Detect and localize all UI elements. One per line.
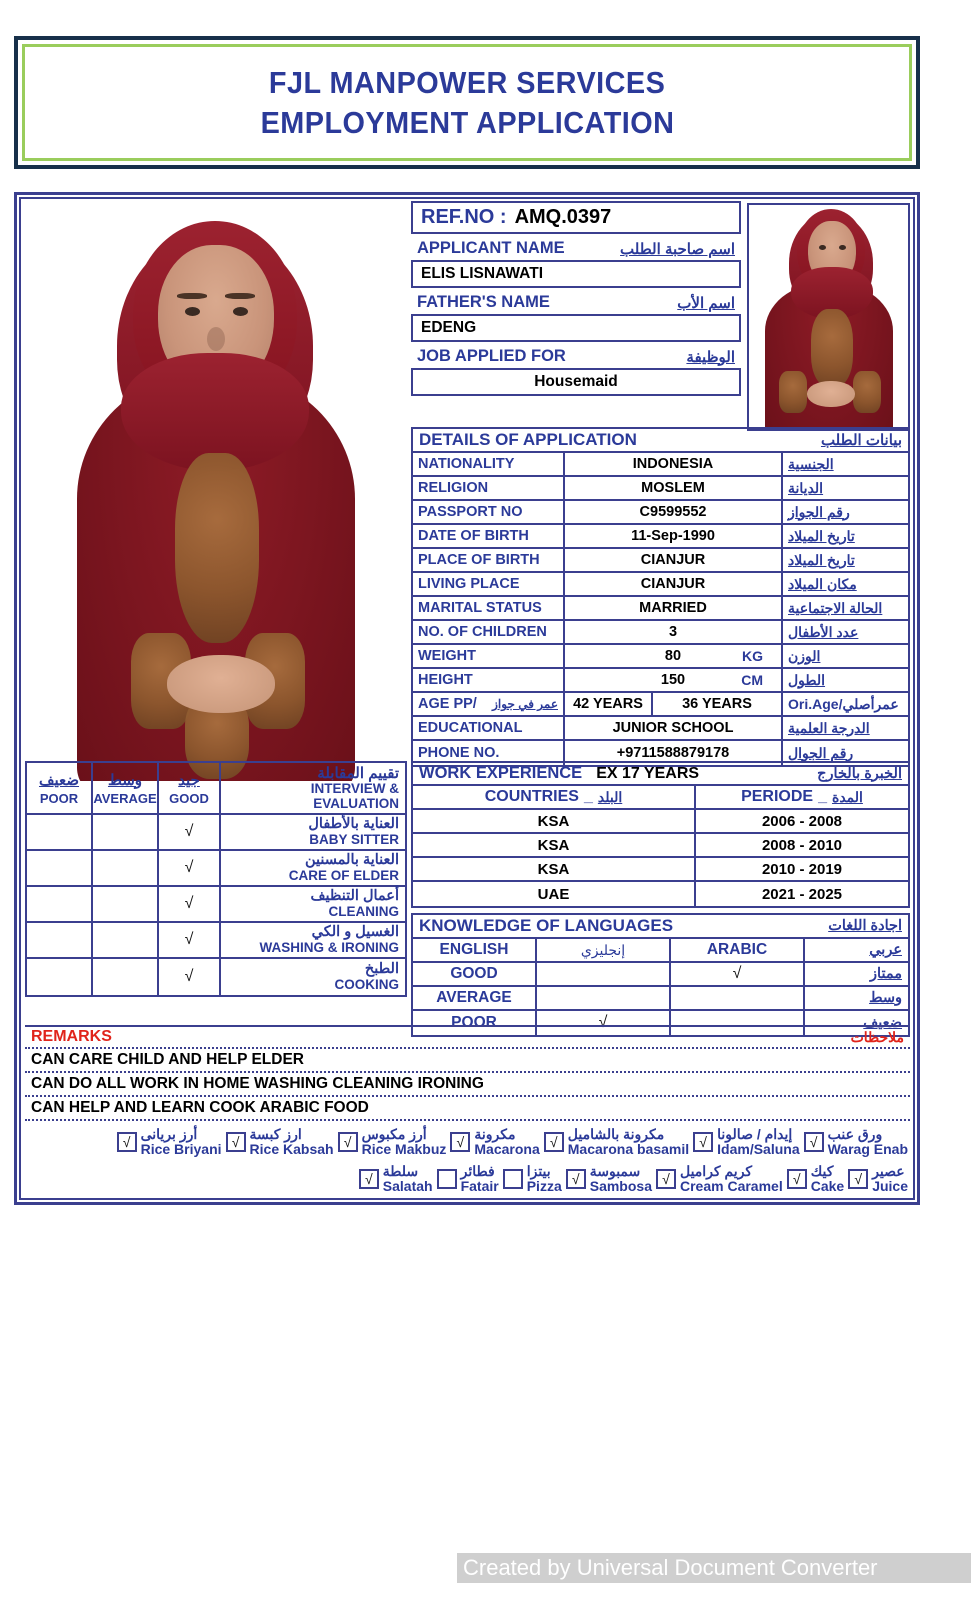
applicant-passport-photo [747,203,910,431]
application-inner-frame [19,197,915,1200]
food-label-ar: ارز كبسة [249,1126,302,1143]
english-good-checkmark[interactable] [537,963,671,985]
food-label-en: Salatah [382,1177,433,1194]
job-applied-label: JOB APPLIED FOR [417,347,566,365]
table-row [413,525,908,549]
weight-label-arabic: الوزن [788,647,821,664]
height-label-arabic: الطول [788,671,826,688]
age-label-cell [413,693,565,715]
living-place-value: CIANJUR [565,573,783,595]
work-period: 2010 - 2019 [761,860,843,878]
no-of-children-label-arabic: عدد الأطفال [788,623,859,640]
food-item-idam-saluna[interactable] [691,1123,801,1160]
job-applied-value: Housemaid [411,368,741,396]
evaluation-title [221,763,405,813]
table-row [413,669,908,693]
food-item-juice[interactable] [846,1160,910,1197]
food-item-rice-briyani[interactable] [115,1123,224,1160]
place-of-birth-value: CIANJUR [565,549,783,571]
evaluation-title-ar: تقييم المقابلة [317,765,399,783]
educational-label-arabic: الدرجة العلمية [788,719,870,736]
portrait-graphic [25,203,407,781]
marital-status-label-arabic: الحالة الاجتماعية [788,599,883,616]
checkbox-icon[interactable]: √ [656,1169,676,1189]
applicant-name-label-row [411,237,741,260]
table-row [413,501,908,525]
food-label-en: Warag Enab [827,1140,908,1157]
work-experience-header [413,763,908,786]
average-header-en: AVERAGE [93,790,157,806]
work-period: 2008 - 2010 [761,836,843,854]
food-item-pizza[interactable] [501,1160,564,1197]
good-header-en: GOOD [169,790,209,806]
table-row [413,963,908,987]
food-label-en: Fatair [460,1177,499,1194]
checkbox-icon[interactable] [503,1169,523,1189]
cooking-label-en: COOKING [334,976,399,992]
work-country: KSA [413,858,696,880]
food-label-ar: عصير [872,1163,905,1180]
food-item-sambosa[interactable] [564,1160,654,1197]
work-country: KSA [413,810,696,832]
baby-sitter-label-en: BABY SITTER [309,831,399,847]
language-level-poor-arabic: ضعيف [863,1015,902,1031]
food-label-ar: كيك [810,1163,834,1180]
baby-sitter-label-ar: العناية بالأطفال [308,815,399,832]
table-row [413,693,908,717]
english-column-header-arabic: إنجليزي [537,939,671,961]
fathers-name-label: FATHER'S NAME [417,293,550,311]
checkbox-icon[interactable]: √ [338,1132,358,1152]
height-value: 150 [660,672,686,688]
fathers-name-label-row [411,291,741,314]
table-row [413,453,908,477]
marital-status-value: MARRIED [565,597,783,619]
evaluation-title-en-1: INTERVIEW & [310,781,399,797]
food-label-ar: فطائر [460,1163,495,1180]
language-level-average-arabic: وسط [869,990,902,1006]
food-label-en: Macarona basamil [567,1140,690,1157]
food-item-cream-caramel[interactable] [654,1160,785,1197]
food-skills-section [25,1121,910,1197]
period-header-ar: المدة [831,788,863,805]
countries-header-sep: _ [583,788,593,805]
weight-value: 80 [664,648,682,664]
document-header [14,36,920,169]
period-header-sep: _ [818,788,827,805]
food-item-rice-makbuz[interactable] [336,1123,449,1160]
place-of-birth-label-arabic: تاريخ الميلاد [788,551,855,568]
document-title: EMPLOYMENT APPLICATION [260,104,674,140]
applicant-name-label-arabic: اسم صاحبة الطلب [620,240,735,258]
weight-unit: KG [742,648,763,664]
applicant-name-label: APPLICANT NAME [417,239,565,257]
work-period: 2006 - 2008 [761,812,843,830]
remark-line: CAN CARE CHILD AND HELP ELDER [25,1049,910,1073]
work-experience-table [411,761,910,908]
checkbox-icon[interactable]: √ [450,1132,470,1152]
care-of-elder-good[interactable]: √ [159,851,221,885]
food-label-ar: أرز بريانى [140,1126,198,1143]
food-label-ar: أرز مكبوس [361,1126,427,1143]
watermark: Created by Universal Document Converter [457,1553,971,1583]
food-item-salatah[interactable] [357,1160,435,1197]
checkbox-icon[interactable]: √ [787,1169,807,1189]
washing-ironing-average[interactable] [93,923,159,957]
checkbox-icon[interactable]: √ [226,1132,246,1152]
remarks-header [25,1025,910,1049]
table-row [27,923,405,959]
food-item-rice-kabsah[interactable] [224,1123,336,1160]
washing-ironing-good[interactable]: √ [159,923,221,957]
food-label-ar: بيتزا [526,1163,551,1180]
header-inner-frame [22,44,912,161]
checkbox-icon[interactable]: √ [117,1132,137,1152]
checkbox-icon[interactable] [437,1169,457,1189]
cooking-poor[interactable] [27,959,93,995]
good-column-header [159,763,221,813]
table-row [413,645,908,669]
table-row [413,549,908,573]
table-row [413,717,908,741]
countries-column-header [413,786,696,808]
application-body [14,192,920,1205]
job-applied-label-arabic: الوظيفة [686,348,735,366]
table-row [413,477,908,501]
baby-sitter-good[interactable]: √ [159,815,221,849]
languages-title-arabic: اجادة اللغات [828,918,902,934]
age-label: AGE PP/ [418,696,477,712]
washing-ironing-label-en: WASHING & IRONING [259,939,399,955]
food-label-ar: كريم كراميل [679,1163,753,1180]
religion-label: RELIGION [413,477,565,499]
date-of-birth-value: 11-Sep-1990 [565,525,783,547]
cleaning-label-ar: أعمال التنظيف [310,887,399,904]
food-label-en: Cream Caramel [679,1177,783,1194]
languages-title: KNOWLEDGE OF LANGUAGES [419,916,674,935]
ref-no-label: REF.NO : [421,206,507,228]
average-column-header [93,763,159,813]
living-place-label-arabic: مكان الميلاد [788,575,857,592]
evaluation-column-headers [27,763,405,815]
evaluation-title-en-2: EVALUATION [313,796,399,811]
work-experience-summary: EX 17 YEARS [596,764,700,782]
food-label-ar: سمبوسة [589,1163,641,1180]
food-item-cake[interactable] [785,1160,846,1197]
table-row [413,621,908,645]
phone-no-value: +9711588879178 [565,741,783,765]
place-of-birth-label: PLACE OF BIRTH [413,549,565,571]
food-label-en: Juice [872,1177,908,1194]
good-header-ar: جيد [178,771,200,789]
work-experience-title: WORK EXPERIENCE [419,764,583,782]
cleaning-average[interactable] [93,887,159,921]
checkbox-icon[interactable]: √ [693,1132,713,1152]
age-label-arabic: عمر في جواز [492,697,558,711]
nationality-label: NATIONALITY [413,453,565,475]
portrait-graphic-small [749,205,908,429]
arabic-column-header: ARABIC [671,939,805,961]
food-label-en: Rice Makbuz [361,1140,447,1157]
average-header-ar: وسط [107,771,143,789]
cleaning-label-en: CLEANING [328,903,399,919]
height-value-cell [565,669,783,691]
checkbox-icon[interactable]: √ [848,1169,868,1189]
age-row-arabic: عمرأصلي/Ori.Age [788,695,899,712]
work-country: UAE [413,882,696,906]
remarks-label-arabic: ملاحظات [850,1028,904,1045]
date-of-birth-label: DATE OF BIRTH [413,525,565,547]
language-level-good-arabic: ممتاز [870,966,902,982]
fathers-name-label-arabic: اسم الأب [677,294,735,312]
applicant-full-photo [25,203,407,781]
remarks-section [25,1025,910,1121]
original-age-value: 36 YEARS [653,693,783,715]
food-label-ar: ورق عنب [827,1126,883,1143]
marital-status-label: MARITAL STATUS [413,597,565,619]
food-label-ar: مكرونة بالشاميل [567,1126,665,1143]
passport-age-value: 42 YEARS [565,693,653,715]
countries-header-ar: البلد [597,788,623,805]
period-column-header [696,786,908,808]
care-of-elder-average[interactable] [93,851,159,885]
work-period: 2021 - 2025 [761,885,843,903]
phone-no-label: PHONE NO. [413,741,565,765]
care-of-elder-label-ar: العناية بالمسنين [304,851,399,868]
remark-line: CAN HELP AND LEARN COOK ARABIC FOOD [25,1097,910,1121]
ref-no-value: AMQ.0397 [514,206,612,228]
passport-no-value: C9599552 [565,501,783,523]
table-row [27,851,405,887]
details-title-arabic: بيانات الطلب [820,432,902,449]
cooking-good[interactable]: √ [159,959,221,995]
details-title: DETAILS OF APPLICATION [419,430,637,449]
weight-value-cell [565,645,783,667]
religion-label-arabic: الديانة [788,479,824,496]
cleaning-poor[interactable] [27,887,93,921]
job-applied-label-row [411,345,741,368]
identity-fields [411,201,741,399]
ref-no-field [411,201,741,234]
table-row [413,810,908,834]
table-row [413,882,908,906]
cooking-label [221,959,405,995]
baby-sitter-average[interactable] [93,815,159,849]
food-label-en: Macarona [474,1140,540,1157]
table-row [413,987,908,1011]
weight-label: WEIGHT [413,645,565,667]
table-row [27,887,405,923]
work-experience-title-arabic: الخبرة بالخارج [817,765,902,782]
work-country: KSA [413,834,696,856]
interview-evaluation-table [25,761,407,997]
cleaning-good[interactable]: √ [159,887,221,921]
food-row-1 [25,1123,910,1160]
height-label: HEIGHT [413,669,565,691]
food-item-fatair[interactable] [435,1160,501,1197]
checkbox-icon[interactable]: √ [804,1132,824,1152]
educational-value: JUNIOR SCHOOL [565,717,783,739]
work-experience-column-headers [413,786,908,810]
checkbox-icon[interactable]: √ [359,1169,379,1189]
language-level-poor: POOR [413,1011,537,1035]
phone-no-label-arabic: رقم الجوال [788,744,854,761]
food-label-ar: إيدام / صالونا [717,1126,793,1143]
languages-column-headers [413,939,908,963]
washing-ironing-poor[interactable] [27,923,93,957]
arabic-good-checkmark[interactable]: √ [671,963,805,985]
food-label-ar: سلطة [382,1163,419,1180]
nationality-label-arabic: الجنسية [788,455,834,472]
details-of-application-table [411,427,910,767]
remark-line: CAN DO ALL WORK IN HOME WASHING CLEANING IRONING [25,1073,910,1097]
arabic-column-header-arabic: عربي [869,942,902,958]
passport-no-label-arabic: رقم الجواز [788,503,850,520]
table-row [27,959,405,995]
food-item-warag-enab[interactable] [802,1123,910,1160]
english-average-checkmark[interactable] [537,987,671,1009]
poor-column-header [27,763,93,813]
passport-no-label: PASSPORT NO [413,501,565,523]
poor-header-ar: ضعيف [38,771,80,789]
food-row-2 [25,1160,910,1197]
language-level-good: GOOD [413,963,537,985]
countries-header-en: COUNTRIES [484,788,579,805]
educational-label: EDUCATIONAL [413,717,565,739]
table-row [413,834,908,858]
checkbox-icon[interactable]: √ [566,1169,586,1189]
date-of-birth-label-arabic: تاريخ الميلاد [788,527,855,544]
applicant-name-value: ELIS LISNAWATI [411,260,741,288]
food-label-en: Rice Kabsah [249,1140,334,1157]
cleaning-label [221,887,405,921]
no-of-children-label: NO. OF CHILDREN [413,621,565,643]
care-of-elder-label [221,851,405,885]
table-row [27,815,405,851]
languages-header [413,915,908,939]
period-header-en: PERIODE [741,788,814,805]
fathers-name-value: EDENG [411,314,741,342]
height-unit: CM [741,672,763,688]
washing-ironing-label-ar: الغسيل و الكي [311,923,399,940]
details-header [413,429,908,453]
cooking-label-ar: الطبخ [364,960,399,977]
care-of-elder-poor[interactable] [27,851,93,885]
table-row [413,597,908,621]
food-item-macarona-basamil[interactable] [542,1123,691,1160]
knowledge-of-languages-table [411,913,910,1037]
remarks-label: REMARKS [31,1028,112,1045]
washing-ironing-label [221,923,405,957]
food-item-macarona[interactable] [448,1123,541,1160]
arabic-average-checkmark[interactable] [671,987,805,1009]
poor-header-en: POOR [39,790,79,806]
no-of-children-value: 3 [565,621,783,643]
nationality-value: INDONESIA [565,453,783,475]
food-label-en: Sambosa [589,1177,652,1194]
food-label-en: Idam/Saluna [717,1140,800,1157]
religion-value: MOSLEM [565,477,783,499]
language-level-average: AVERAGE [413,987,537,1009]
baby-sitter-poor[interactable] [27,815,93,849]
company-title: FJL MANPOWER SERVICES [268,64,666,100]
living-place-label: LIVING PLACE [413,573,565,595]
english-column-header: ENGLISH [413,939,537,961]
care-of-elder-label-en: CARE OF ELDER [288,867,399,883]
baby-sitter-label [221,815,405,849]
food-label-ar: مكرونة [474,1126,516,1143]
food-label-en: Pizza [526,1177,562,1194]
cooking-average[interactable] [93,959,159,995]
food-label-en: Cake [810,1177,845,1194]
table-row [413,858,908,882]
english-poor-checkmark[interactable]: √ [537,1011,671,1035]
checkbox-icon[interactable]: √ [544,1132,564,1152]
food-label-en: Rice Briyani [140,1140,222,1157]
table-row [413,573,908,597]
